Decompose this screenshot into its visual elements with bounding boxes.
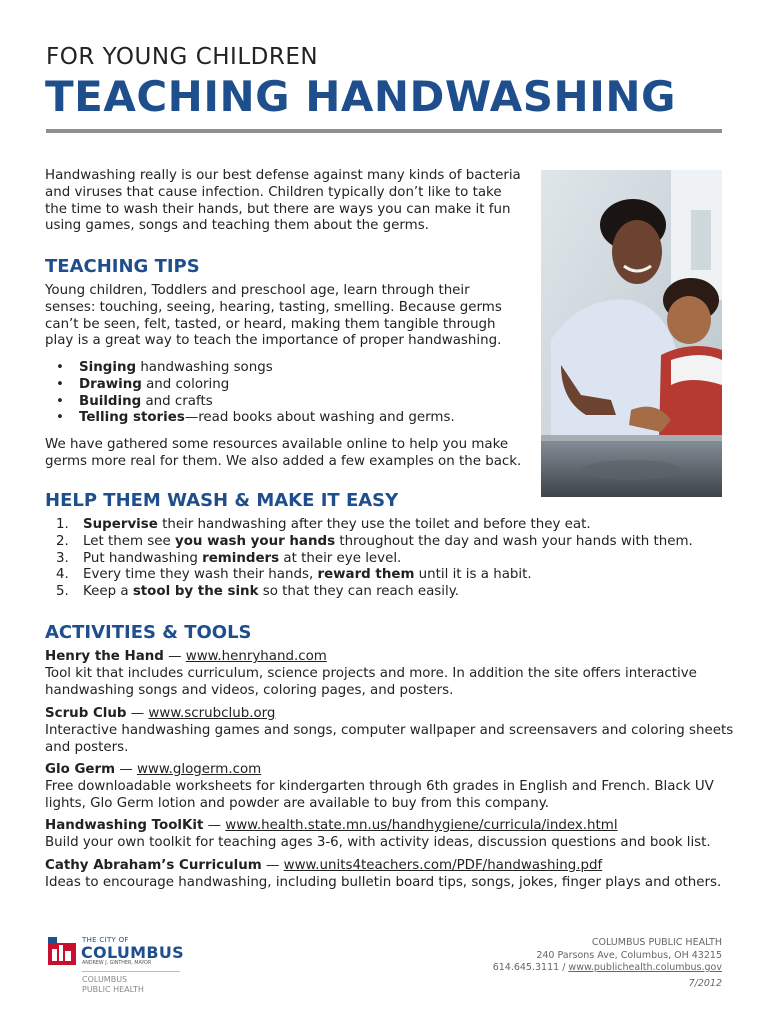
logo-the-city-of: THE CITY OF — [82, 936, 129, 944]
logo-columbus: COLUMBUS — [81, 943, 184, 962]
resource-link[interactable]: www.units4teachers.com/PDF/handwashing.pdf — [283, 858, 603, 873]
list-item: 4. Every time they wash their hands, reward them until it is a habit. — [56, 567, 532, 583]
list-item: • Singing handwashing songs — [45, 360, 523, 377]
resource-scrub-club: Scrub Club — www.scrubclub.org Interactive handwashing games and songs, computer wallpaper and screensavers and coloring sheets and posters. — [45, 706, 734, 755]
photo-woman-child-handwashing — [541, 170, 722, 497]
resource-handwashing-toolkit: Handwashing ToolKit — www.health.state.mn.us/handhygiene/curricula/index.html Build your own toolkit for teaching ages 3-6, with activity ideas, discussion questions and book list. — [45, 818, 735, 852]
resource-name: Cathy Abraham’s Curriculum — [45, 858, 262, 873]
teaching-tips-list — [45, 360, 523, 427]
resource-description: Tool kit that includes curriculum, science projects and more. In addition the site offers interactive handwashing songs and videos, coloring pages, and posters. — [45, 665, 697, 698]
footer-contact — [493, 937, 722, 990]
city-skyline-icon — [48, 937, 76, 965]
document-kicker: FOR YOUNG CHILDREN — [46, 44, 319, 70]
resource-description: Free downloadable worksheets for kindergarten through 6th grades in English and French. Black UV lights, Glo Germ lotion and powder are available to buy from this company. — [45, 778, 714, 811]
resource-link[interactable]: www.scrubclub.org — [148, 706, 276, 721]
list-item: 3. Put handwashing reminders at their eye level. — [56, 550, 402, 566]
section-heading-activities-tools: ACTIVITIES & TOOLS — [45, 622, 252, 643]
footer-date: 7/2012 — [688, 977, 722, 989]
list-item: • Telling stories—read books about washing and germs. — [45, 410, 523, 427]
city-of-columbus-logo — [48, 936, 188, 996]
help-them-wash-list — [45, 517, 735, 601]
footer-website-link[interactable]: www.publichealth.columbus.gov — [568, 962, 722, 973]
footer-phone: 614.645.3111 / — [492, 962, 569, 973]
resource-henry-the-hand: Henry the Hand — www.henryhand.com Tool kit that includes curriculum, science projects and more. In addition the site offers interactive handwashing songs and videos, coloring pages, and posters. — [45, 649, 735, 699]
logo-divider — [82, 971, 180, 972]
list-item: 2. Let them see you wash your hands throughout the day and wash your hands with them. — [56, 533, 693, 549]
resource-description: Interactive handwashing games and songs, computer wallpaper and screensavers and coloring sheets and posters. — [45, 722, 734, 755]
title-divider — [46, 129, 722, 133]
resource-cathy-abrahams-curriculum: Cathy Abraham’s Curriculum — www.units4teachers.com/PDF/handwashing.pdf Ideas to encourage handwashing, including bulletin board tips, songs, jokes, finger plays and others. — [45, 858, 735, 892]
list-item: • Drawing and coloring — [45, 377, 523, 394]
footer-org: COLUMBUS PUBLIC HEALTH — [591, 937, 722, 948]
resource-description: Build your own toolkit for teaching ages 3-6, with activity ideas, discussion questions and book list. — [45, 834, 711, 850]
footer-address: 240 Parsons Ave, Columbus, OH 43215 — [536, 949, 722, 961]
resource-link[interactable]: www.health.state.mn.us/handhygiene/curricula/index.html — [225, 818, 618, 833]
list-item: 1. Supervise their handwashing after they use the toilet and before they eat. — [56, 517, 591, 532]
resource-name: Scrub Club — [45, 706, 127, 721]
logo-department: COLUMBUS PUBLIC HEALTH — [82, 975, 144, 994]
logo-mayor: ANDREW J. GINTHER, MAYOR — [82, 961, 152, 966]
resource-link[interactable]: www.glogerm.com — [136, 762, 262, 777]
resource-name: Handwashing ToolKit — [45, 818, 204, 833]
teaching-tips-closing: We have gathered some resources available online to help you make germs more real for them. We also added a few examples on the back. — [45, 437, 522, 469]
resource-name: Glo Germ — [45, 762, 116, 777]
document-title: TEACHING HANDWASHING — [45, 72, 676, 121]
resource-link[interactable]: www.henryhand.com — [185, 649, 327, 664]
list-item: • Building and crafts — [45, 394, 523, 411]
section-heading-teaching-tips: TEACHING TIPS — [45, 256, 200, 277]
resource-name: Henry the Hand — [45, 649, 164, 664]
resource-glo-germ: Glo Germ — www.glogerm.com Free downloadable worksheets for kindergarten through 6th grades in English and French. Black UV lights, Glo Germ lotion and powder are available to buy from this company. — [45, 762, 735, 812]
section-heading-help-them-wash: HELP THEM WASH & MAKE IT EASY — [45, 490, 399, 511]
resource-description: Ideas to encourage handwashing, including bulletin board tips, songs, jokes, finger plays and others. — [45, 874, 722, 890]
list-item: 5. Keep a stool by the sink so that they can reach easily. — [56, 584, 459, 600]
intro-paragraph: Handwashing really is our best defense against many kinds of bacteria and viruses that cause infection. Children typically don’t like to take the time to wash their hands, but there are ways you can make it fun using games, songs and teaching them about the germs. — [45, 168, 521, 234]
teaching-tips-paragraph: Young children, Toddlers and preschool age, learn through their senses: touching, seeing, hearing, tasting, smelling. Because germs can’t be seen, felt, tasted, or heard, making them tangible through play is a great way to teach the importance of proper handwashing. — [45, 283, 502, 349]
